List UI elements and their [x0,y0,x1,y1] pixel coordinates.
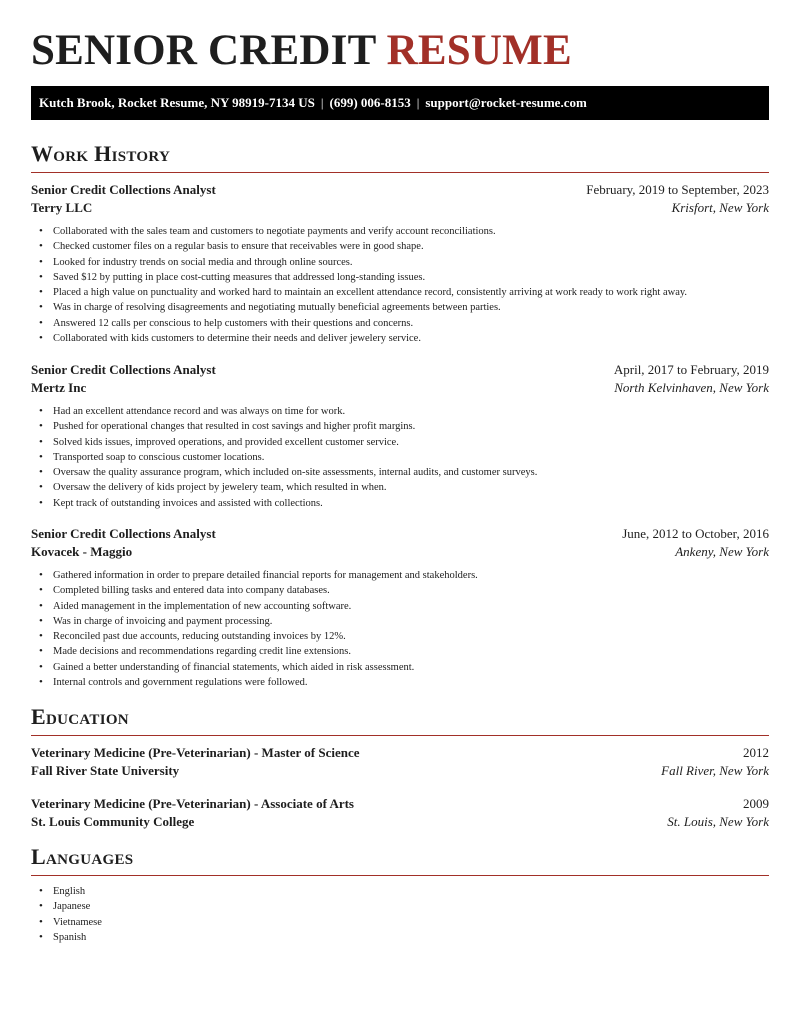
section-divider [31,875,769,876]
language-item: • Spanish [53,930,102,945]
contact-phone: (699) 006-8153 [329,95,411,110]
languages-heading: Languages [31,844,134,869]
list-item: • Internal controls and government regulations were followed. [53,675,478,690]
language-item: • Vietnamese [53,915,102,930]
job-title: Senior Credit Collections Analyst [31,182,216,197]
job-bullet-list [53,568,478,690]
languages-list [53,884,102,945]
job-header [31,525,769,543]
list-item: • Solved kids issues, improved operations, and provided excellent customer service. [53,435,537,450]
job-subheader [31,199,769,217]
language-item: • Japanese [53,899,102,914]
list-item: • Kept track of outstanding invoices and assisted with collections. [53,496,537,511]
list-item: • Had an excellent attendance record and was always on time for work. [53,404,537,419]
list-item: • Gathered information in order to prepare detailed financial reports for management and stakeholders. [53,568,478,583]
list-item: • Oversaw the quality assurance program, which included on-site assessments, internal audits, and customer surveys. [53,465,537,480]
company-name: Terry LLC [31,200,93,215]
graduation-year: 2012 [743,745,769,760]
list-item: • Was in charge of resolving disagreements and negotiating mutually beneficial agreements between parties. [53,300,687,315]
job-bullet-list [53,404,537,511]
section-divider [31,735,769,736]
school-name: Fall River State University [31,763,180,778]
list-item: • Transported soap to conscious customer locations. [53,450,537,465]
title-part-2: RESUME [386,27,572,74]
list-item: • Pushed for operational changes that resulted in cost savings and higher profit margins. [53,419,537,434]
contact-email: support@rocket-resume.com [425,95,587,110]
title-part-1: SENIOR CREDIT [31,27,376,74]
job-title: Senior Credit Collections Analyst [31,526,216,541]
education-header [31,744,769,762]
list-item: • Answered 12 calls per conscious to help customers with their questions and concerns. [53,316,687,331]
job-title: Senior Credit Collections Analyst [31,362,216,377]
company-name: Kovacek - Maggio [31,544,133,559]
job-dates: June, 2012 to October, 2016 [622,526,769,541]
list-item: • Gained a better understanding of financial statements, which aided in risk assessment. [53,660,478,675]
job-location: North Kelvinhaven, New York [614,380,769,395]
school-location: St. Louis, New York [667,814,769,829]
list-item: • Checked customer files on a regular basis to ensure that receivables were in good shape. [53,239,687,254]
job-bullet-list [53,224,687,346]
job-subheader [31,543,769,561]
section-divider [31,172,769,173]
job-dates: February, 2019 to September, 2023 [586,182,769,197]
education-header [31,795,769,813]
contact-address: Kutch Brook, Rocket Resume, NY 98919-7134 US [39,95,315,110]
degree: Veterinary Medicine (Pre-Veterinarian) - Master of Science [31,745,360,760]
company-name: Mertz Inc [31,380,87,395]
list-item: • Collaborated with kids customers to determine their needs and deliver jewelery service. [53,331,687,346]
contact-separator: | [416,95,420,110]
list-item: • Oversaw the delivery of kids project by jewelery team, which resulted in when. [53,480,537,495]
list-item: • Made decisions and recommendations regarding credit line extensions. [53,644,478,659]
job-location: Krisfort, New York [671,200,769,215]
list-item: • Completed billing tasks and entered data into company databases. [53,583,478,598]
contact-bar [31,86,769,120]
education-subheader [31,762,769,780]
job-header [31,361,769,379]
list-item: • Looked for industry trends on social media and through online sources. [53,255,687,270]
job-dates: April, 2017 to February, 2019 [613,362,769,377]
list-item: • Aided management in the implementation of new accounting software. [53,599,478,614]
resume-title [31,28,572,74]
job-subheader [31,379,769,397]
education-subheader [31,813,769,831]
degree: Veterinary Medicine (Pre-Veterinarian) - Associate of Arts [31,796,354,811]
list-item: • Placed a high value on punctuality and worked hard to maintain an excellent attendance record, consistently arriving at work ready to work right away. [53,285,687,300]
graduation-year: 2009 [743,796,769,811]
list-item: • Saved $12 by putting in place cost-cutting measures that addressed long-standing issues. [53,270,687,285]
contact-separator: | [320,95,324,110]
job-location: Ankeny, New York [675,544,769,559]
list-item: • Was in charge of invoicing and payment processing. [53,614,478,629]
job-header [31,181,769,199]
work-history-heading: Work History [31,141,171,166]
list-item: • Reconciled past due accounts, reducing outstanding invoices by 12%. [53,629,478,644]
school-location: Fall River, New York [661,763,769,778]
list-item: • Collaborated with the sales team and customers to negotiate payments and verify account reconciliations. [53,224,687,239]
language-item: • English [53,884,102,899]
education-heading: Education [31,704,129,729]
school-name: St. Louis Community College [31,814,195,829]
